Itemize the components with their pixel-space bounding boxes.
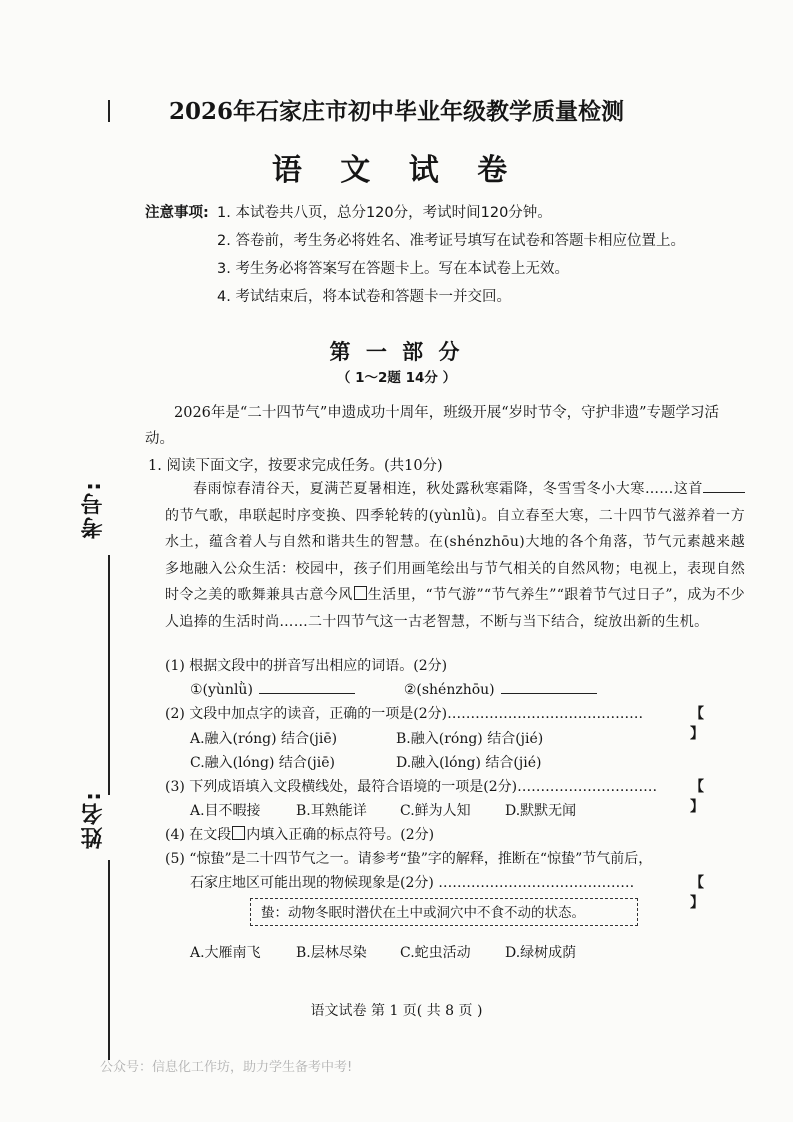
option-a: A.目不暇接 — [190, 803, 261, 819]
option-d: D.绿树成荫 — [505, 945, 577, 961]
option-d: D.默默无闻 — [505, 803, 577, 819]
answer-bracket-5[interactable]: 【 】 — [690, 875, 732, 911]
option-b: B.耳熟能详 — [296, 803, 367, 819]
instruction-item: 2. 答卷前，考生务必将姓名、准考证号填写在试卷和答题卡相应位置上。 — [217, 233, 685, 249]
passage-part-c: 生活里，“节气游”“节气养生”“跟着节气过日子”，成为不少人追捧的生活时尚……二十四节气这一古老智慧，不断与当下结合，绽放出新的生机。 — [165, 587, 745, 630]
part-title: 第 一 部 分 — [329, 339, 464, 364]
subquestion-2: (2) 文段中加点字的读音，正确的一项是(2分)…………………………………… — [165, 706, 644, 722]
box-icon — [232, 826, 245, 840]
exam-number-label: 考号: — [81, 480, 106, 539]
subquestion-1: (1) 根据文段中的拼音写出相应的词语。(2分) — [165, 658, 448, 674]
instruction-item: 4. 考试结束后，将本试卷和答题卡一并交回。 — [217, 289, 511, 305]
subquestion-4-text-a: (4) 在文段 — [165, 827, 232, 843]
option-c: C.蛇虫活动 — [400, 945, 471, 961]
part-range: （ 1～2题 14分 ） — [336, 370, 457, 386]
reading-passage — [165, 476, 745, 635]
pinyin-b: ②(shénzhōu) — [403, 682, 495, 698]
binding-line-bottom — [108, 860, 110, 1060]
answer-bracket-3[interactable]: 【 】 — [690, 779, 732, 815]
passage-blank[interactable] — [703, 478, 745, 493]
page-footer: 语文试卷 第 1 页( 共 8 页 ) — [310, 1003, 483, 1019]
instruction-item: 1. 本试卷共八页，总分120分，考试时间120分钟。 — [217, 205, 552, 221]
answer-line-a[interactable] — [259, 679, 355, 694]
subject-title: 语 文 试 卷 — [271, 153, 522, 188]
subquestion-4-text-b: 内填入正确的标点符号。(2分) — [246, 827, 435, 843]
instructions-label: 注意事项: — [145, 205, 209, 221]
punctuation-box[interactable] — [354, 586, 367, 600]
subquestion-1-answers — [190, 679, 597, 698]
option-c: C.鲜为人知 — [400, 803, 471, 819]
option-c: C.融入(lóng) 结合(jiē) — [190, 755, 335, 771]
instruction-item: 3. 考生务必将答案写在答题卡上。写在本试卷上无效。 — [217, 261, 569, 277]
subquestion-4 — [165, 824, 434, 844]
intro-paragraph: 2026年是“二十四节气”申遗成功十周年，班级开展“岁时节令，守护非遗”专题学习活动。 — [145, 405, 720, 447]
subquestion-5-line2: 石家庄地区可能出现的物候现象是(2分) …………………………………… — [190, 875, 635, 891]
option-d: D.融入(lóng) 结合(jié) — [396, 755, 542, 771]
question-1-stem: 1. 阅读下面文字，按要求完成任务。(共10分) — [148, 458, 443, 474]
subquestion-5-line1: (5) “惊蛰”是二十四节气之一。请参考“蛰”字的解释，推断在“惊蛰”节气前后， — [165, 851, 653, 867]
exam-title: 2026年石家庄市初中毕业年级教学质量检测 — [168, 98, 624, 125]
definition-box: 蛰：动物冬眠时潜伏在土中或洞穴中不食不动的状态。 — [250, 898, 638, 926]
student-name-label: 姓名: — [81, 790, 106, 849]
answer-bracket-2[interactable]: 【 】 — [690, 706, 732, 742]
subquestion-3: (3) 下列成语填入文段横线处，最符合语境的一项是(2分)………………………… — [165, 779, 658, 795]
option-a: A.大雁南飞 — [190, 945, 261, 961]
pinyin-a: ①(yùnlǜ) — [190, 682, 253, 698]
watermark-text: 公众号：信息化工作坊，助力学生备考中考! — [100, 1060, 353, 1075]
option-b: B.融入(róng) 结合(jié) — [396, 731, 544, 747]
option-a: A.融入(róng) 结合(jiē) — [190, 731, 338, 747]
instructions — [145, 203, 685, 315]
binding-line-mid — [108, 555, 110, 795]
passage-part-a: 春雨惊春清谷天，夏满芒夏暑相连，秋处露秋寒霜降，冬雪雪冬小大寒……这首 — [193, 481, 703, 497]
option-b: B.层林尽染 — [296, 945, 367, 961]
passage-part-b: 的节气歌，串联起时序变换、四季轮转的(yùnlǜ)。自立春至大寒，二十四节气滋养着一方水土，蕴含着人与自然和谐共生的智慧。在(shénzhōu)大地的各个角落，节气元素越来越多地融入公众生活：校园中，孩子们用画笔绘出与节气相关的自然风物；电视上，表现自然时令之美的歌舞兼具古意今风 — [165, 507, 745, 603]
answer-line-b[interactable] — [501, 679, 597, 694]
